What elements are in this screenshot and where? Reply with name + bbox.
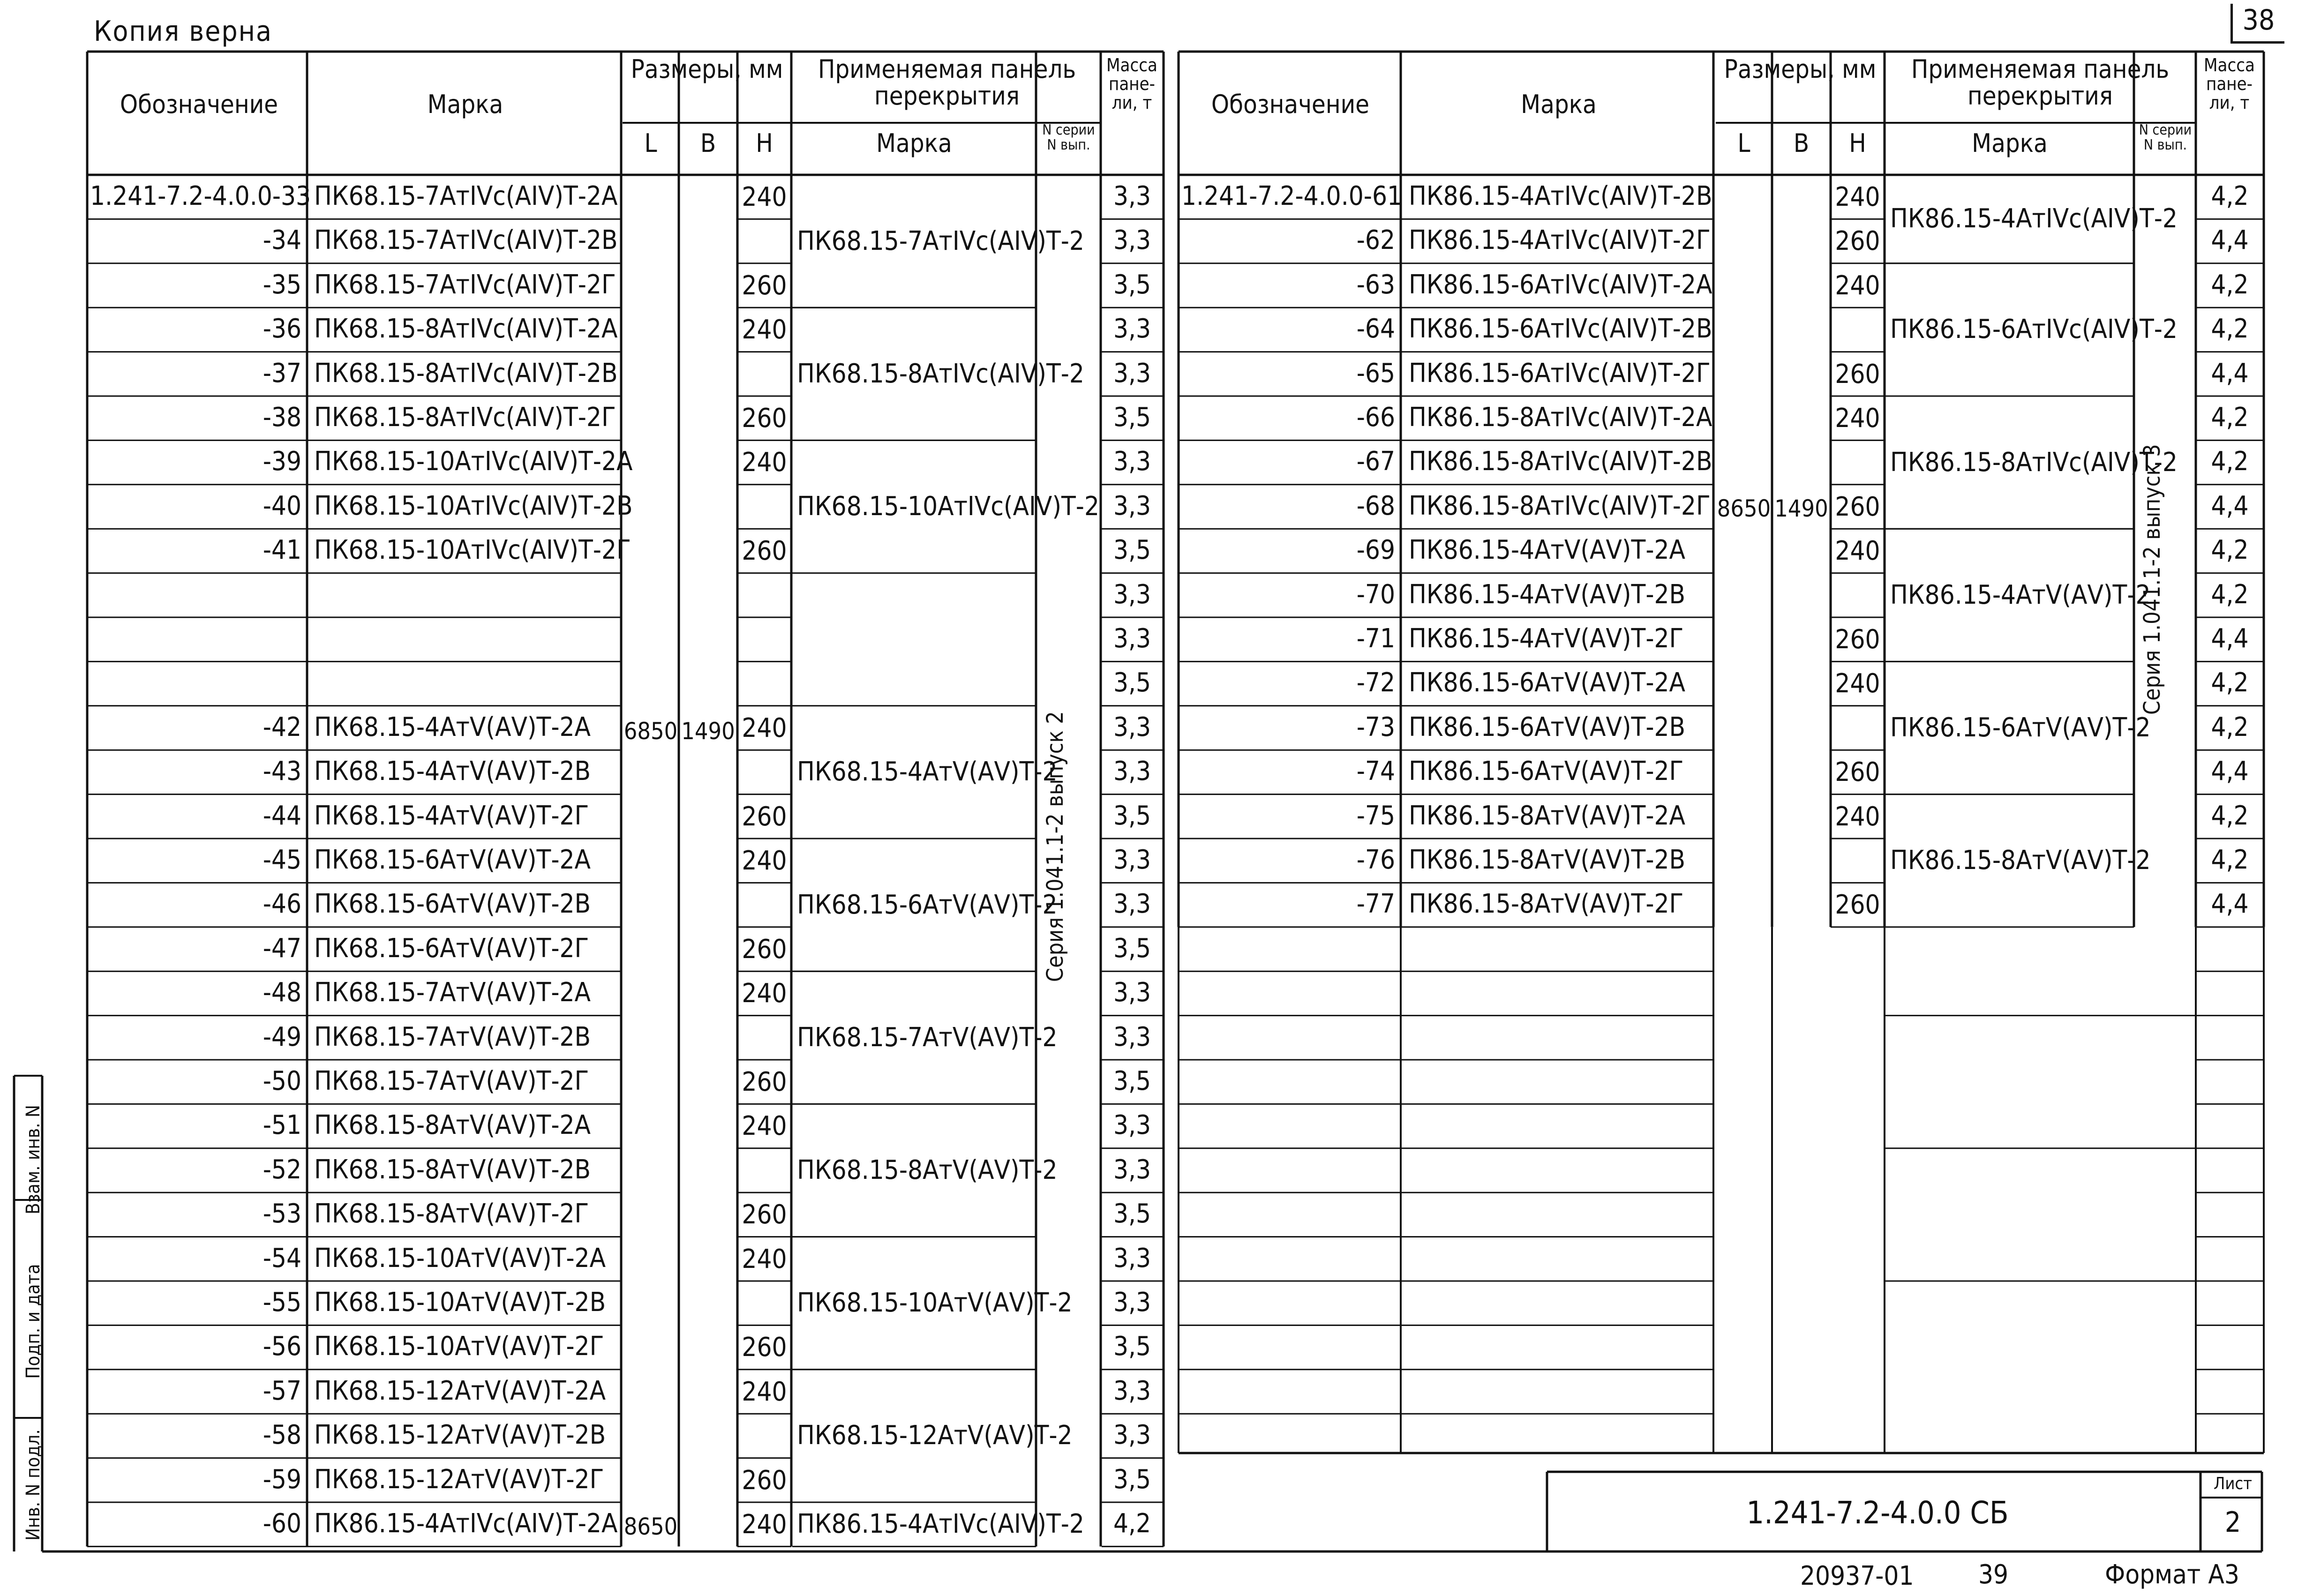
row-mark: ПК68.15-7АтIVс(АIV)Т-2А	[314, 181, 618, 211]
row-mass: 4,2	[1113, 1508, 1151, 1539]
row-mark: ПК68.15-8АтIVс(АIV)Т-2А	[314, 314, 618, 345]
row-mass: 3,3	[1113, 225, 1151, 256]
row-code: -46	[263, 889, 301, 920]
panel-mark: ПК68.15-10АтV(АV)Т-2	[797, 1288, 1073, 1319]
row-mark: ПК86.15-4АтIVс(АIV)Т-2А	[314, 1508, 618, 1539]
row-code: -56	[263, 1331, 301, 1362]
panel-mark: ПК86.15-4АтIVс(АIV)Т-2	[797, 1509, 1084, 1540]
side-label-signature-date: Подп. и дата	[23, 1264, 44, 1379]
row-mark: ПК86.15-6АтIVс(АIV)Т-2Г	[1409, 358, 1711, 389]
row-code: -75	[1356, 800, 1395, 831]
row-height: 260	[1835, 624, 1880, 655]
row-mark: ПК68.15-8АтIVс(АIV)Т-2В	[314, 358, 618, 389]
row-mass: 3,3	[1113, 579, 1151, 610]
row-mark: ПК86.15-4АтV(АV)Т-2Г	[1409, 623, 1684, 654]
row-mark: ПК86.15-6АтV(АV)Т-2Г	[1409, 756, 1684, 787]
row-height: 260	[742, 403, 787, 434]
row-mark: ПК68.15-6АтV(АV)Т-2В	[314, 889, 591, 920]
row-code: 1.241-7.2-4.0.0-61	[1181, 181, 1403, 211]
row-height: 240	[742, 1376, 787, 1407]
panel-mark: ПК86.15-6АтIVс(АIV)Т-2	[1890, 314, 2178, 345]
row-code: -36	[263, 314, 301, 345]
header-designation: Обозначение	[1211, 90, 1370, 119]
row-mass: 3,5	[1113, 269, 1151, 300]
row-code: -71	[1356, 623, 1395, 654]
row-mass: 4,4	[2211, 889, 2249, 920]
panel-mark: ПК68.15-4АтV(АV)Т-2	[797, 757, 1058, 787]
header-dim-b: В	[1793, 128, 1810, 158]
row-mass: 3,3	[1113, 889, 1151, 920]
row-mark: ПК86.15-6АтIVс(АIV)Т-2В	[1409, 314, 1712, 345]
row-code: -45	[263, 845, 301, 875]
row-code: -54	[263, 1243, 301, 1274]
row-code: -72	[1356, 667, 1395, 698]
footer-page-number: 39	[1978, 1559, 2009, 1590]
row-height: 240	[1835, 668, 1880, 699]
row-mark: ПК86.15-8АтIVс(АIV)Т-2А	[1409, 402, 1712, 433]
row-code: -41	[263, 535, 301, 566]
row-mass: 3,3	[1113, 1154, 1151, 1185]
row-code: -57	[263, 1375, 301, 1406]
row-height: 240	[742, 712, 787, 743]
header-mark: Марка	[427, 90, 503, 119]
side-label-replacement-inv: Взам. инв. N	[23, 1105, 44, 1214]
row-mark: ПК86.15-4АтIVс(АIV)Т-2В	[1409, 181, 1712, 211]
row-mass: 3,3	[1113, 446, 1151, 477]
row-mass: 3,5	[1113, 800, 1151, 831]
header-mass: Масса пане- ли, т	[1106, 55, 1157, 113]
row-mass: 3,5	[1113, 1199, 1151, 1229]
row-height: 240	[742, 315, 787, 345]
row-mark: ПК86.15-8АтV(АV)Т-2Г	[1409, 889, 1684, 920]
panel-mark: ПК68.15-8АтIVс(АIV)Т-2	[797, 358, 1084, 389]
row-height: 260	[1835, 491, 1880, 522]
row-code: -59	[263, 1464, 301, 1495]
row-mass: 4,4	[2211, 358, 2249, 389]
row-mass: 3,3	[1113, 490, 1151, 521]
row-code: -47	[263, 933, 301, 964]
right-series-label: Серия 1.041.1-2 выпуск 3	[2139, 444, 2165, 715]
header-mark: Марка	[1521, 90, 1597, 119]
panel-mark: ПК68.15-10АтIVс(АIV)Т-2	[797, 491, 1099, 522]
row-height: 260	[742, 801, 787, 832]
row-mark: ПК86.15-4АтIVс(АIV)Т-2Г	[1409, 225, 1711, 256]
header-panel-series: N серии N вып.	[2139, 122, 2192, 153]
row-code: -60	[263, 1508, 301, 1539]
row-mass: 3,5	[1113, 933, 1151, 964]
row-mark: ПК86.15-6АтV(АV)Т-2А	[1409, 667, 1685, 698]
row-code: -37	[263, 358, 301, 389]
row-mass: 4,2	[2211, 712, 2249, 742]
panel-mark: ПК86.15-4АтIVс(АIV)Т-2	[1890, 203, 2178, 234]
row-code: -51	[263, 1110, 301, 1141]
row-mass: 3,3	[1113, 1420, 1151, 1451]
row-height: 260	[742, 1332, 787, 1363]
row-height: 240	[742, 978, 787, 1009]
row-mass: 3,3	[1113, 845, 1151, 875]
row-mark: ПК68.15-10АтIVс(АIV)Т-2Г	[314, 535, 631, 566]
header-panel: Применяемая панель перекрытия	[818, 54, 1076, 111]
row-height: 240	[742, 1509, 787, 1540]
row-mark: ПК68.15-4АтV(АV)Т-2А	[314, 712, 591, 742]
header-panel-series: N серии N вып.	[1042, 122, 1095, 153]
row-code: -64	[1356, 314, 1395, 345]
row-mass: 3,3	[1113, 1243, 1151, 1274]
row-code: -50	[263, 1066, 301, 1096]
row-code: -44	[263, 800, 301, 831]
row-code: 1.241-7.2-4.0.0-33	[90, 181, 311, 211]
row-mark: ПК68.15-7АтV(АV)Т-2А	[314, 977, 591, 1008]
row-mass: 3,3	[1113, 181, 1151, 211]
row-code: -77	[1356, 889, 1395, 920]
row-height: 240	[742, 1111, 787, 1142]
row-height: 260	[742, 1199, 787, 1230]
header-dim-l: L	[644, 128, 657, 158]
panel-mark: ПК68.15-8АтV(АV)Т-2	[797, 1155, 1058, 1185]
row-mass: 3,5	[1113, 667, 1151, 698]
row-mark: ПК68.15-12АтV(АV)Т-2А	[314, 1375, 606, 1406]
row-mass: 3,5	[1113, 1066, 1151, 1096]
row-mark: ПК68.15-7АтIVс(АIV)Т-2Г	[314, 269, 616, 300]
row-mark: ПК86.15-8АтIVс(АIV)Т-2В	[1409, 446, 1712, 477]
panel-mark: ПК86.15-8АтIVс(АIV)Т-2	[1890, 447, 2178, 478]
stamp-copy-true: Копия верна	[94, 15, 273, 48]
header-panel-mark: Марка	[876, 128, 952, 158]
row-mass: 3,5	[1113, 1464, 1151, 1495]
row-mark: ПК68.15-12АтV(АV)Т-2Г	[314, 1464, 604, 1495]
right-dim-l: 8650	[1717, 495, 1771, 522]
row-mass: 4,2	[2211, 181, 2249, 211]
row-code: -35	[263, 269, 301, 300]
header-dim-h: Н	[1849, 128, 1866, 158]
row-mass: 3,3	[1113, 623, 1151, 654]
row-mass: 3,3	[1113, 712, 1151, 742]
header-panel: Применяемая панель перекрытия	[1911, 54, 2170, 111]
row-mark: ПК86.15-4АтV(АV)Т-2А	[1409, 535, 1685, 566]
row-code: -63	[1356, 269, 1395, 300]
row-height: 240	[1835, 270, 1880, 301]
row-height: 260	[742, 270, 787, 301]
row-height: 260	[742, 536, 787, 567]
row-mass: 4,4	[2211, 490, 2249, 521]
row-code: -70	[1356, 579, 1395, 610]
row-height: 260	[1835, 359, 1880, 390]
left-dim-l: 6850	[623, 718, 678, 745]
row-mark: ПК86.15-4АтV(АV)Т-2В	[1409, 579, 1686, 610]
row-mark: ПК68.15-7АтV(АV)Т-2В	[314, 1021, 591, 1052]
row-mass: 4,2	[2211, 535, 2249, 566]
row-mark: ПК86.15-6АтV(АV)Т-2В	[1409, 712, 1686, 742]
row-code: -67	[1356, 446, 1395, 477]
row-code: -48	[263, 977, 301, 1008]
header-panel-mark: Марка	[1972, 128, 2048, 158]
row-mark: ПК86.15-6АтIVс(АIV)Т-2А	[1409, 269, 1712, 300]
panel-mark: ПК68.15-7АтIVс(АIV)Т-2	[797, 225, 1084, 256]
row-mass: 3,3	[1113, 977, 1151, 1008]
footer-archive-number: 20937-01	[1800, 1561, 1914, 1591]
left-dim-l-last: 8650	[623, 1513, 678, 1540]
left-series-label: Серия 1.041.1-2 выпуск 2	[1042, 711, 1068, 982]
title-block-sheet-value: 2	[2224, 1506, 2241, 1539]
row-mark: ПК68.15-8АтV(АV)Т-2Г	[314, 1199, 589, 1229]
row-height: 260	[742, 1465, 787, 1496]
row-mass: 3,3	[1113, 1375, 1151, 1406]
row-height: 260	[1835, 226, 1880, 257]
row-code: -74	[1356, 756, 1395, 787]
row-mass: 3,3	[1113, 1110, 1151, 1141]
footer-format: Формат А3	[2105, 1559, 2239, 1590]
row-code: -65	[1356, 358, 1395, 389]
row-code: -69	[1356, 535, 1395, 566]
row-mass: 3,5	[1113, 535, 1151, 566]
header-dims: Размеры, мм	[1724, 54, 1877, 84]
row-mark: ПК68.15-4АтV(АV)Т-2В	[314, 756, 591, 787]
panel-mark: ПК68.15-6АтV(АV)Т-2	[797, 889, 1058, 920]
panel-mark: ПК86.15-6АтV(АV)Т-2	[1890, 712, 2151, 743]
row-height: 240	[1835, 536, 1880, 567]
panel-mark: ПК86.15-4АтV(АV)Т-2	[1890, 579, 2151, 610]
row-mark: ПК86.15-8АтV(АV)Т-2А	[1409, 800, 1685, 831]
row-mark: ПК68.15-7АтV(АV)Т-2Г	[314, 1066, 589, 1096]
row-code: -58	[263, 1420, 301, 1451]
row-code: -52	[263, 1154, 301, 1185]
row-mass: 4,2	[2211, 446, 2249, 477]
corner-sheet-number: 38	[2230, 4, 2284, 44]
row-mass: 3,3	[1113, 756, 1151, 787]
row-code: -53	[263, 1199, 301, 1229]
row-code: -39	[263, 446, 301, 477]
row-mark: ПК68.15-10АтV(АV)Т-2А	[314, 1243, 606, 1274]
header-dims: Размеры, мм	[631, 54, 783, 84]
row-height: 240	[742, 447, 787, 478]
row-mark: ПК68.15-10АтIVс(АIV)Т-2В	[314, 490, 633, 521]
row-height: 240	[742, 846, 787, 876]
panel-mark: ПК68.15-12АтV(АV)Т-2	[797, 1420, 1073, 1451]
header-mass: Масса пане- ли, т	[2204, 55, 2255, 113]
panel-mark: ПК86.15-8АтV(АV)Т-2	[1890, 845, 2151, 876]
row-code: -55	[263, 1287, 301, 1318]
row-mark: ПК68.15-8АтV(АV)Т-2А	[314, 1110, 591, 1141]
row-mark: ПК68.15-10АтV(АV)Т-2Г	[314, 1331, 604, 1362]
row-mark: ПК68.15-8АтV(АV)Т-2В	[314, 1154, 591, 1185]
left-dim-b: 1490	[681, 718, 735, 745]
row-code: -76	[1356, 845, 1395, 875]
row-code: -68	[1356, 490, 1395, 521]
right-dim-b: 1490	[1774, 495, 1828, 522]
row-mark: ПК86.15-8АтV(АV)Т-2В	[1409, 845, 1686, 875]
row-mass: 4,4	[2211, 756, 2249, 787]
row-code: -73	[1356, 712, 1395, 742]
row-mass: 3,3	[1113, 358, 1151, 389]
row-height: 240	[1835, 182, 1880, 212]
header-dim-h: Н	[756, 128, 773, 158]
row-mass: 4,2	[2211, 269, 2249, 300]
row-mark: ПК68.15-8АтIVс(АIV)Т-2Г	[314, 402, 616, 433]
row-height: 240	[742, 182, 787, 212]
panel-mark: ПК68.15-7АтV(АV)Т-2	[797, 1022, 1058, 1053]
row-mass: 4,4	[2211, 225, 2249, 256]
row-mass: 3,3	[1113, 1021, 1151, 1052]
row-mass: 4,2	[2211, 579, 2249, 610]
row-mass: 3,5	[1113, 1331, 1151, 1362]
row-mass: 4,2	[2211, 667, 2249, 698]
header-dim-b: В	[700, 128, 716, 158]
row-code: -42	[263, 712, 301, 742]
row-code: -43	[263, 756, 301, 787]
row-height: 240	[1835, 801, 1880, 832]
row-mark: ПК68.15-6АтV(АV)Т-2Г	[314, 933, 589, 964]
row-code: -62	[1356, 225, 1395, 256]
row-mass: 3,5	[1113, 402, 1151, 433]
row-code: -38	[263, 402, 301, 433]
row-code: -66	[1356, 402, 1395, 433]
row-code: -40	[263, 490, 301, 521]
row-height: 260	[1835, 757, 1880, 788]
row-mass: 4,2	[2211, 800, 2249, 831]
row-mark: ПК68.15-6АтV(АV)Т-2А	[314, 845, 591, 875]
row-code: -34	[263, 225, 301, 256]
row-height: 240	[742, 1244, 787, 1274]
row-mark: ПК68.15-10АтIVс(АIV)Т-2А	[314, 446, 633, 477]
row-mass: 4,4	[2211, 623, 2249, 654]
row-height: 260	[1835, 890, 1880, 921]
row-mark: ПК68.15-10АтV(АV)Т-2В	[314, 1287, 606, 1318]
row-code: -49	[263, 1021, 301, 1052]
row-mass: 3,3	[1113, 1287, 1151, 1318]
row-height: 260	[742, 1067, 787, 1097]
row-mass: 4,2	[2211, 402, 2249, 433]
header-dim-l: L	[1737, 128, 1750, 158]
row-mark: ПК68.15-7АтIVс(АIV)Т-2В	[314, 225, 618, 256]
row-mark: ПК68.15-4АтV(АV)Т-2Г	[314, 800, 589, 831]
row-mark: ПК86.15-8АтIVс(АIV)Т-2Г	[1409, 490, 1711, 521]
row-mass: 3,3	[1113, 314, 1151, 345]
header-designation: Обозначение	[120, 90, 278, 119]
row-mass: 4,2	[2211, 845, 2249, 875]
row-height: 240	[1835, 403, 1880, 434]
row-mark: ПК68.15-12АтV(АV)Т-2В	[314, 1420, 606, 1451]
side-label-inv-original: Инв. N подл.	[23, 1429, 44, 1541]
title-block-sheet-label: Лист	[2213, 1474, 2253, 1493]
title-block-code: 1.241-7.2-4.0.0 СБ	[1746, 1495, 2009, 1531]
row-height: 260	[742, 934, 787, 965]
row-mass: 4,2	[2211, 314, 2249, 345]
